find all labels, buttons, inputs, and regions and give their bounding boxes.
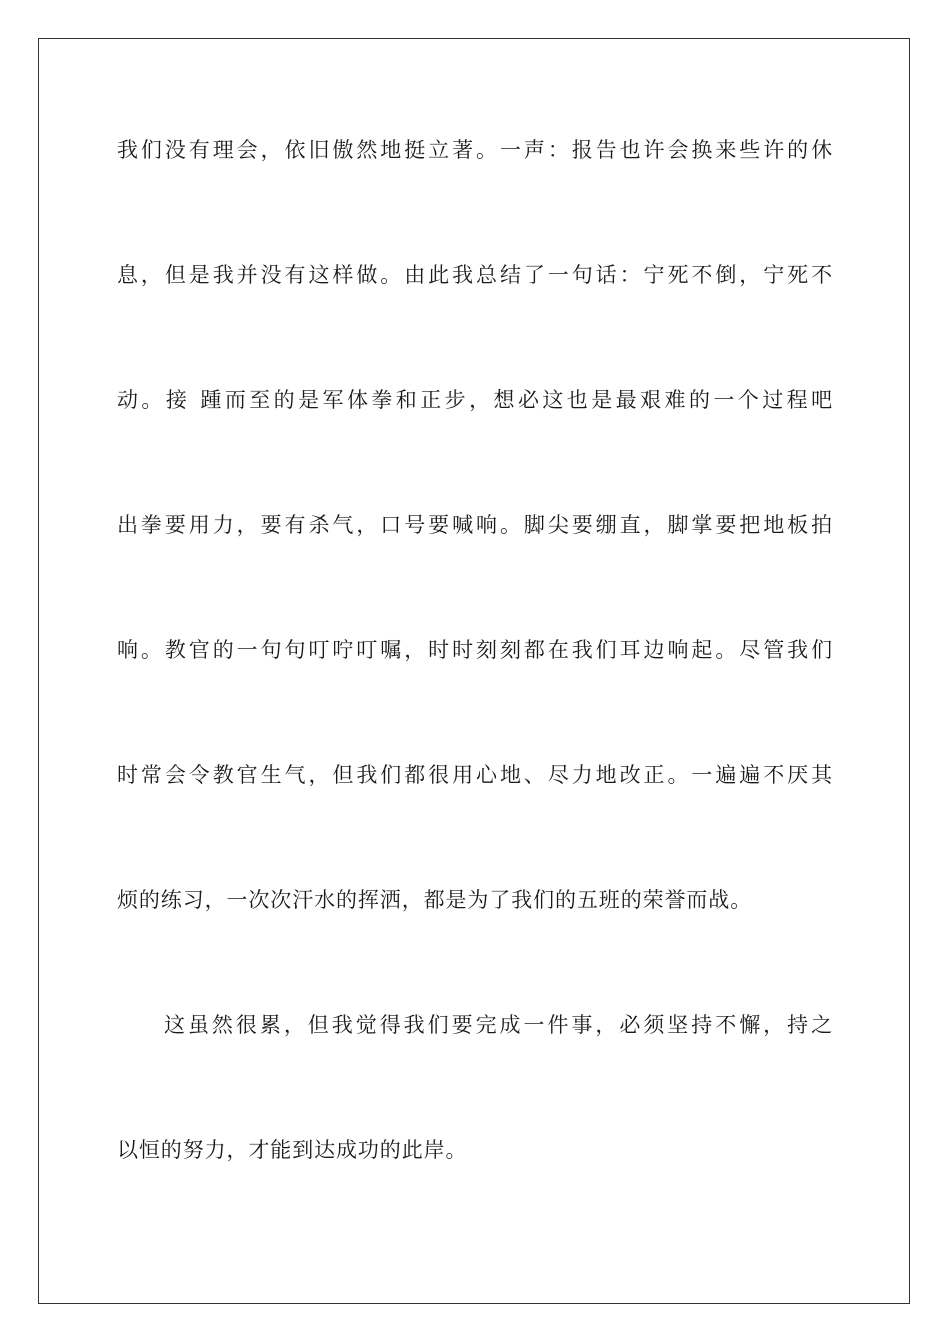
page-border xyxy=(38,38,910,1304)
text-line-6: 时常会令教官生气，但我们都很用心地、尽力地改正。一遍遍不厌其 xyxy=(117,763,833,787)
text-line-1: 我们没有理会，依旧傲然地挺立著。一声：报告也许会换来些许的休 xyxy=(117,138,833,162)
text-line-3: 动。接 踵而至的是军体拳和正步，想必这也是最艰难的一个过程吧 xyxy=(117,388,833,412)
text-line-5: 响。教官的一句句叮咛叮嘱，时时刻刻都在我们耳边响起。尽管我们 xyxy=(117,638,833,662)
text-line-9: 以恒的努力，才能到达成功的此岸。 xyxy=(117,1138,468,1162)
text-line-2: 息，但是我并没有这样做。由此我总结了一句话：宁死不倒，宁死不 xyxy=(117,263,833,287)
text-line-8: 这虽然很累，但我觉得我们要完成一件事，必须坚持不懈，持之 xyxy=(164,1013,833,1037)
text-line-7: 烦的练习，一次次汗水的挥洒，都是为了我们的五班的荣誉而战。 xyxy=(117,888,753,912)
text-line-4: 出拳要用力，要有杀气，口号要喊响。脚尖要绷直，脚掌要把地板拍 xyxy=(117,513,833,537)
